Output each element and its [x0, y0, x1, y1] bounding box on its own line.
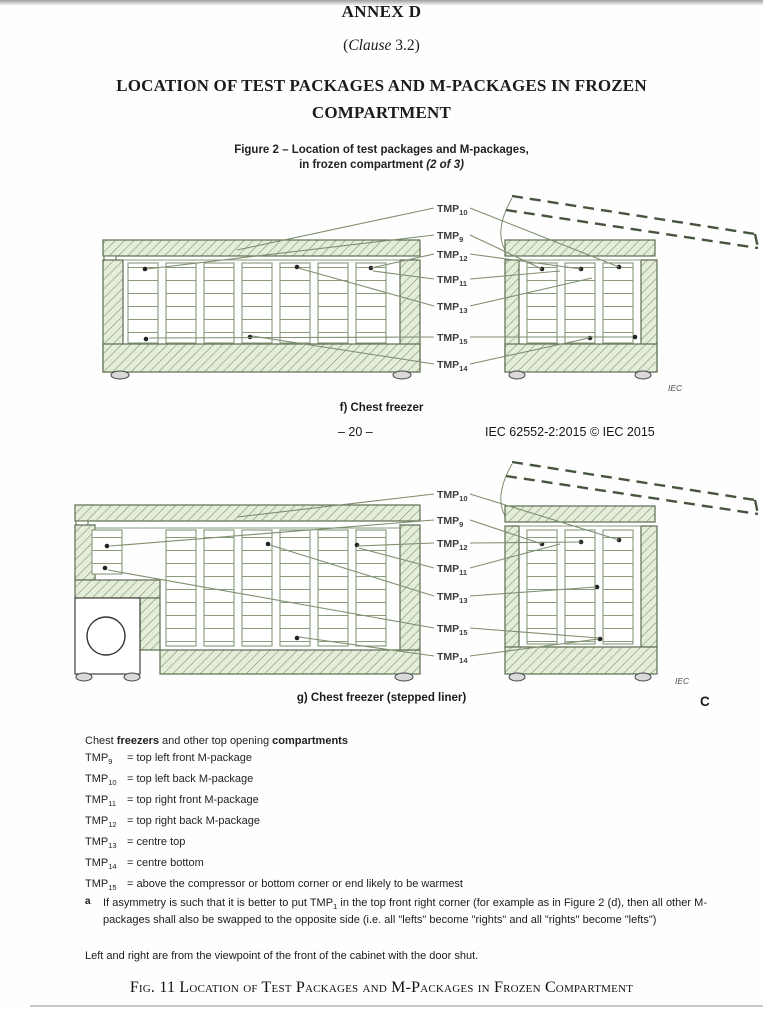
legend-entry: $TMP_{11}$ = top right front M-package — [85, 794, 259, 809]
chest-freezer-end-view — [501, 462, 758, 681]
package-stacks — [527, 263, 633, 343]
margin-letter: C — [700, 694, 710, 709]
bottom-wall — [160, 650, 420, 674]
chest-freezer-front-view — [103, 240, 420, 379]
chest-freezer-end-view — [501, 196, 758, 379]
step-wall — [140, 598, 160, 650]
tmp-label: $TMP_9$ — [437, 230, 464, 244]
tmp-label: $TMP_9$ — [437, 515, 464, 529]
tmp-label: $TMP_{14}$ — [437, 359, 468, 373]
legend-entry: $TMP_{13}$ = centre top — [85, 836, 186, 851]
legend-entry: $TMP_9$ = top left front M-package — [85, 752, 253, 767]
tmp-label: $TMP_{10}$ — [437, 203, 468, 217]
bottom-wall — [505, 647, 657, 674]
doc-title-line2: COMPARTMENT — [311, 103, 452, 122]
bottom-wall — [103, 344, 420, 372]
freezer-lid — [75, 505, 420, 521]
iec-mark: IEC — [675, 676, 690, 686]
legend-entry: $TMP_{10}$ = top left back M-package — [85, 773, 254, 788]
asymmetry-footnote: a If asymmetry is such that it is better to put $TMP_1$ in the top front right corner (for example as in Figure 2 (d), then all other M-packages shall also be swapped to the opposite side (i.e. all "lefts" become "rights" and all "rights" become "lefts") — [85, 896, 707, 926]
tmp-label: $TMP_{13}$ — [437, 301, 468, 315]
legend-entry: $TMP_{15}$ = above the compressor or bottom corner or end likely to be warmest — [85, 878, 463, 893]
tmp-label: $TMP_{11}$ — [437, 563, 468, 577]
tmp-label: $TMP_{15}$ — [437, 332, 468, 346]
compressor-circle — [87, 617, 125, 655]
legend-entry: $TMP_{14}$ = centre bottom — [85, 857, 204, 872]
clause-ref: (Clause 3.2) — [343, 37, 420, 54]
legend-heading: Chest freezers and other top opening compartments — [85, 735, 348, 747]
iec-mark: IEC — [668, 383, 683, 393]
right-wall — [641, 526, 657, 647]
package-stacks — [527, 530, 633, 644]
fig11-caption: Fig. 11 Location of Test Packages and M-Packages in Frozen Compartment — [129, 979, 634, 996]
tmp-label: $TMP_{12}$ — [437, 538, 468, 552]
tmp-label: $TMP_{11}$ — [437, 274, 468, 288]
left-wall — [505, 526, 519, 647]
page-number: – 20 – — [338, 425, 373, 439]
freezer-lid — [505, 240, 655, 256]
figure-f-diagram — [0, 190, 763, 405]
stepped-liner-front-view — [75, 505, 420, 681]
tmp-label: $TMP_{15}$ — [437, 623, 468, 637]
figure-f-caption: f) Chest freezer — [339, 402, 424, 414]
page-bottom-edge — [30, 1005, 763, 1007]
tmp-label: $TMP_{10}$ — [437, 489, 468, 503]
freezer-lid — [505, 506, 655, 522]
figure2-caption-line2: in frozen compartment (2 of 3) — [299, 159, 464, 171]
figure2-caption-line1: Figure 2 – Location of test packages and M-packages, — [234, 144, 529, 156]
step-shelf — [75, 580, 160, 598]
bottom-wall — [505, 344, 657, 372]
doc-title-line1: LOCATION OF TEST PACKAGES AND M-PACKAGES IN FROZEN — [116, 76, 647, 95]
package-stacks — [128, 263, 386, 343]
legend-entry: $TMP_{12}$ = top right back M-package — [85, 815, 260, 830]
doc-reference: IEC 62552-2:2015 © IEC 2015 — [485, 425, 655, 439]
legend-entries — [85, 752, 715, 899]
figure-g-diagram — [0, 460, 763, 695]
viewpoint-note: Left and right are from the viewpoint of the front of the cabinet with the door shut. — [85, 950, 479, 962]
tmp-label: $TMP_{13}$ — [437, 591, 468, 605]
annex-heading: ANNEX D — [341, 2, 422, 21]
tmp-label: $TMP_{14}$ — [437, 651, 468, 665]
tmp-label: $TMP_{12}$ — [437, 249, 468, 263]
tmp-label-column — [437, 203, 468, 373]
tmp-label-column — [437, 489, 468, 665]
figure-g-caption: g) Chest freezer (stepped liner) — [296, 692, 467, 704]
